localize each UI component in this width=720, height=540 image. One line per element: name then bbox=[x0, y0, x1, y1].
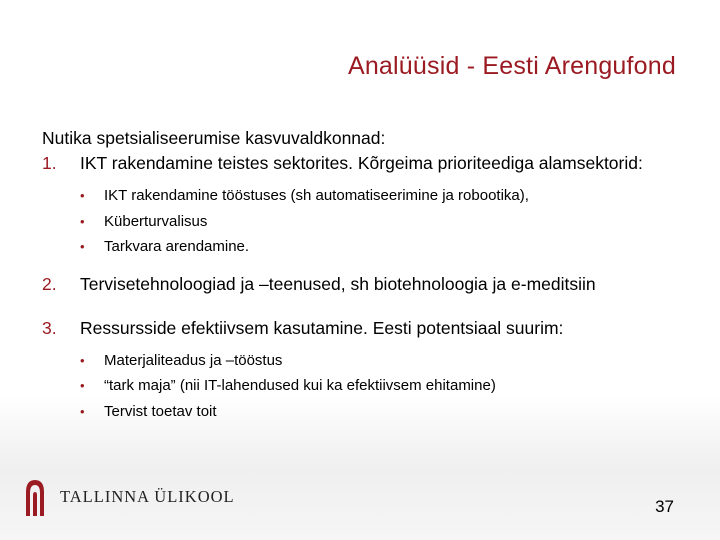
sub-item-text: Tarkvara arendamine. bbox=[104, 238, 250, 255]
sub-list bbox=[80, 183, 702, 260]
university-logo bbox=[24, 478, 235, 516]
numbered-item-3 bbox=[42, 316, 702, 425]
item-number: 1. bbox=[42, 153, 57, 173]
item-number: 3. bbox=[42, 317, 57, 338]
item-text: IKT rakendamine teistes sektorites. Kõrgeima prioriteediga alamsektorid: bbox=[80, 153, 643, 173]
slide-content bbox=[42, 126, 702, 424]
item-text: Tervisetehnoloogiad ja –teenused, sh biotehnoloogia ja e-meditsiin bbox=[80, 273, 596, 294]
intro-text: Nutika spetsialiseerumise kasvuvaldkonnad: bbox=[42, 128, 386, 148]
page-number: 37 bbox=[655, 497, 674, 516]
sub-item bbox=[80, 183, 702, 209]
bullet-icon: • bbox=[80, 352, 85, 368]
sub-list bbox=[80, 348, 702, 425]
bullet-icon: • bbox=[80, 403, 85, 419]
arch-logo-icon bbox=[24, 478, 46, 516]
numbered-item-2 bbox=[42, 272, 702, 296]
sub-item-text: “tark maja” (nii IT-lahendused kui ka efektiivsem ehitamine) bbox=[104, 377, 496, 394]
sub-item-text: IKT rakendamine tööstuses (sh automatiseerimine ja robootika), bbox=[104, 187, 529, 204]
bullet-icon: • bbox=[80, 213, 85, 229]
item-text: Ressursside efektiivsem kasutamine. Eesti potentsiaal suurim: bbox=[80, 317, 564, 338]
sub-item bbox=[80, 373, 702, 399]
item-number: 2. bbox=[42, 273, 57, 294]
slide-title: Analüüsid - Eesti Arengufond bbox=[347, 52, 676, 80]
sub-item bbox=[80, 348, 702, 374]
bullet-icon: • bbox=[80, 378, 85, 393]
sub-item bbox=[80, 234, 702, 260]
bullet-icon: • bbox=[80, 188, 85, 203]
bullet-icon: • bbox=[80, 239, 85, 254]
sub-item-text: Tervist toetav toit bbox=[104, 402, 217, 420]
sub-item-text: Materjaliteadus ja –tööstus bbox=[104, 351, 283, 369]
logo-text: TALLINNA ÜLIKOOL bbox=[60, 487, 235, 506]
sub-item-text: Küberturvalisus bbox=[104, 212, 208, 230]
sub-item bbox=[80, 399, 702, 425]
sub-item bbox=[80, 209, 702, 235]
numbered-item-1 bbox=[42, 151, 702, 260]
